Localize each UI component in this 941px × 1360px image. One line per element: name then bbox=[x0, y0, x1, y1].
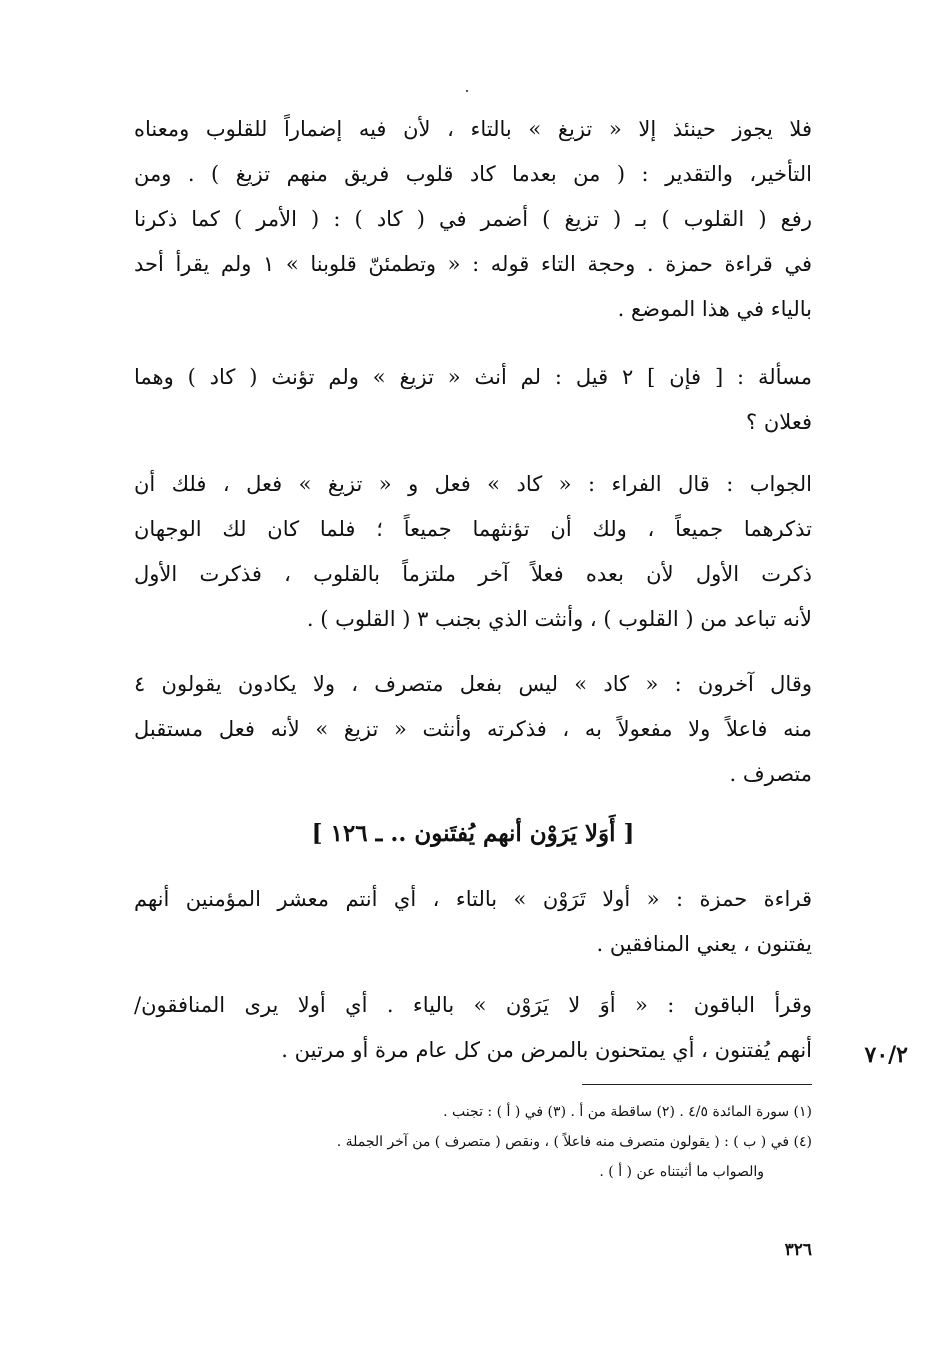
text-line: وقرأ الباقون : « أوَ لا يَرَوْن » بالياء . أي أولا يرى المنافقون/ bbox=[134, 993, 812, 1017]
text-line: بالياء في هذا الموضع . bbox=[617, 297, 812, 321]
paragraph-6-others-reading bbox=[134, 983, 812, 1073]
text-line: وقال آخرون : « كاد » ليس بفعل متصرف ، ولا يكادون يقولون ٤ bbox=[134, 672, 812, 696]
paragraph-3-answer bbox=[134, 462, 812, 642]
paragraph-4 bbox=[134, 662, 812, 797]
text-line: منه فاعلاً ولا مفعولاً به ، فذكرته وأنثت « تزيغ » لأنه فعل مستقبل bbox=[134, 717, 812, 741]
text-line: قراءة حمزة : « أولا تَرَوْن » بالتاء ، أي أنتم معشر المؤمنين أنهم bbox=[134, 887, 812, 911]
text-line: الجواب : قال الفراء : « كاد » فعل و « تزيغ » فعل ، فلك أن bbox=[134, 472, 812, 496]
footnote-divider bbox=[582, 1084, 812, 1085]
text-line: أنهم يُفتنون ، أي يمتحنون بالمرض من كل عام مرة أو مرتين . bbox=[281, 1038, 812, 1062]
text-line: ذكرت الأول لأن بعده فعلاً آخر ملتزماً بالقلوب ، فذكرت الأول bbox=[134, 562, 812, 586]
text-line: رفع ( القلوب ) بـ ( تزيغ ) أضمر في ( كاد ) : ( الأمر ) كما ذكرنا bbox=[134, 207, 812, 231]
text-line: يفتنون ، يعني المنافقين . bbox=[596, 932, 812, 956]
footnote-line: (٤) في ( ب ) : ( يقولون متصرف منه فاعلاً ) ، ونقص ( متصرف ) من آخر الجملة . bbox=[336, 1134, 812, 1150]
footnote-line: (١) سورة المائدة ٤/٥ . (٢) ساقطة من أ . (٣) في ( أ ) : تجنب . bbox=[443, 1104, 812, 1120]
manuscript-folio-marker: ٧٠/٢ bbox=[864, 1042, 908, 1068]
text-line: فعلان ؟ bbox=[746, 410, 812, 434]
paragraph-5-hamza-reading bbox=[134, 877, 812, 967]
text-line: مسألة : [ فإن ] ٢ قيل : لم أنث « تزيغ » ولم تؤنث ( كاد ) وهما bbox=[134, 365, 812, 389]
footnotes bbox=[134, 1097, 812, 1187]
page-number: ٣٢٦ bbox=[784, 1240, 812, 1260]
text-line: في قراءة حمزة . وحجة التاء قوله : « وتطمئنّ قلوبنا » ١ ولم يقرأ أحد bbox=[134, 252, 812, 276]
paragraph-1 bbox=[134, 107, 812, 332]
text-line: لأنه تباعد من ( القلوب ) ، وأنثت الذي بجنب ٣ ( القلوب ) . bbox=[306, 607, 812, 631]
text-line: فلا يجوز حينئذ إلا « تزيغ » بالتاء ، لأن فيه إضماراً للقلوب ومعناه bbox=[134, 117, 812, 141]
section-heading: [ أَوَلا يَرَوْن أنهم يُفتَنون .. ـ ١٢٦ ] bbox=[311, 820, 635, 847]
main-text-column bbox=[134, 0, 812, 1084]
paragraph-2-question bbox=[134, 355, 812, 445]
footnote-line: والصواب ما أثبتناه عن ( أ ) . bbox=[599, 1164, 764, 1180]
text-line: متصرف . bbox=[729, 762, 812, 786]
text-line: تذكرهما جميعاً ، ولك أن تؤنثهما جميعاً ؛ فلما كان لك الوجهان bbox=[134, 517, 812, 541]
text-line: التأخير، والتقدير : ( من بعدما كاد قلوب فريق منهم تزيغ ) . ومن bbox=[134, 162, 812, 186]
